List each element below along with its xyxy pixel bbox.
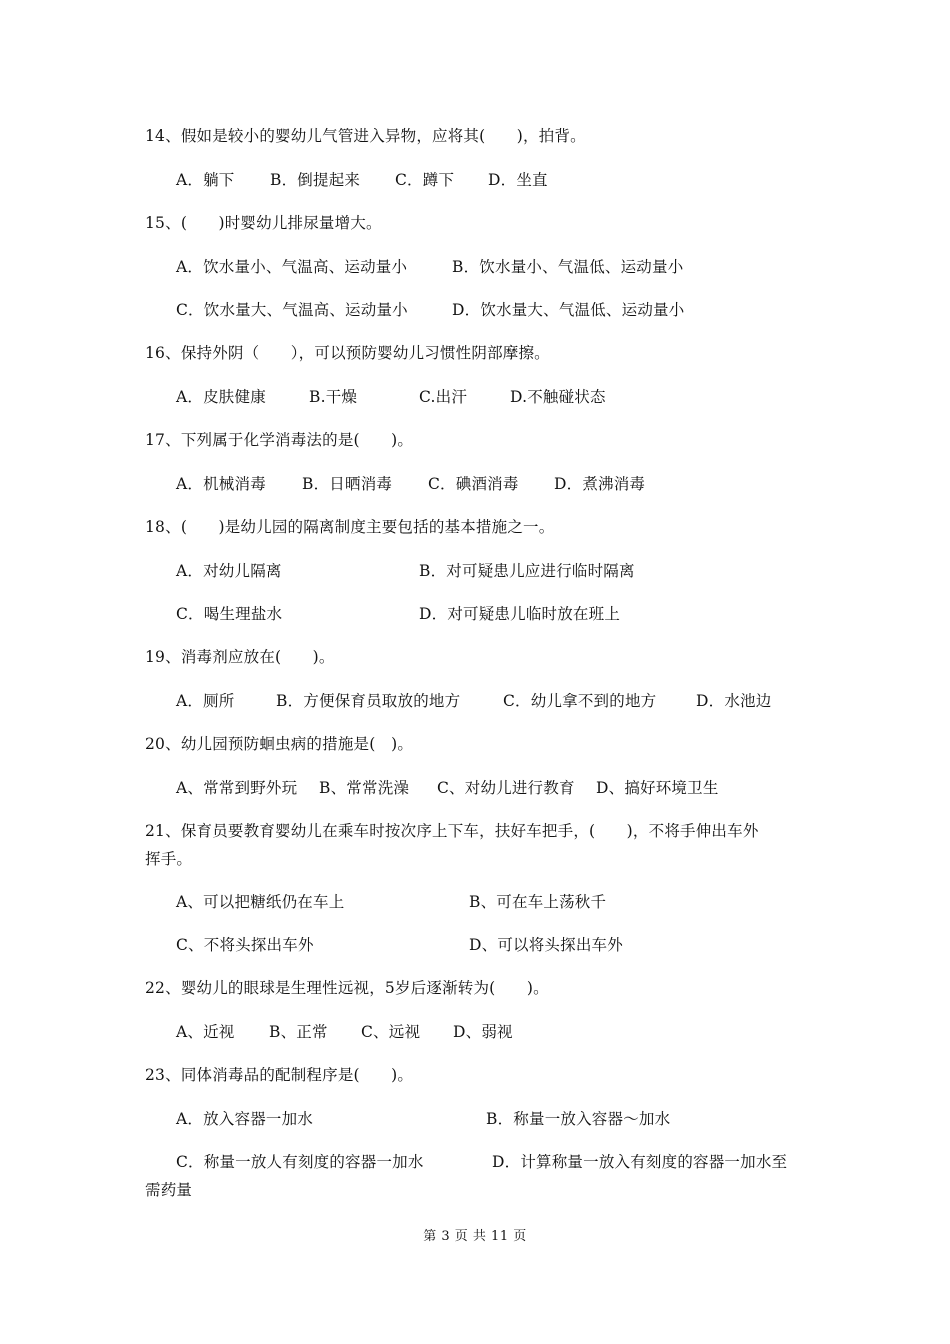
option: A．放入容器一加水 <box>176 1110 313 1128</box>
option: A．皮肤健康 <box>176 388 266 406</box>
option: D、弱视 <box>453 1023 513 1041</box>
question-stem: 19、消毒剂应放在( )。 <box>145 648 335 666</box>
option: A．饮水量小、气温高、运动量小 <box>176 258 408 276</box>
option: B．日晒消毒 <box>302 475 393 493</box>
option: C．饮水量大、气温高、运动量小 <box>176 301 408 319</box>
option: B．称量一放入容器～加水 <box>486 1110 671 1128</box>
question-stem: 21、保育员要教育婴幼儿在乘车时按次序上下车，扶好车把手，( )，不将手伸出车外 <box>145 822 759 840</box>
option: C．碘酒消毒 <box>428 475 519 493</box>
option: A、近视 <box>176 1023 235 1041</box>
option: B、正常 <box>269 1023 328 1041</box>
option: D、可以将头探出车外 <box>469 936 623 954</box>
option: B．倒提起来 <box>270 171 361 189</box>
question-stem: 18、( )是幼儿园的隔离制度主要包括的基本措施之一。 <box>145 518 555 536</box>
option: B．方便保育员取放的地方 <box>276 692 461 710</box>
option: A、常常到野外玩 <box>176 779 298 797</box>
question-stem: 22、婴幼儿的眼球是生理性远视，5岁后逐渐转为( )。 <box>145 979 549 997</box>
option: B、可在车上荡秋千 <box>469 893 607 911</box>
option: B．对可疑患儿应进行临时隔离 <box>419 562 635 580</box>
option: D.不触碰状态 <box>510 388 606 406</box>
question-stem: 17、下列属于化学消毒法的是( )。 <box>145 431 414 449</box>
option: B.干燥 <box>309 388 358 406</box>
option: C．幼儿拿不到的地方 <box>503 692 657 710</box>
question-stem: 23、同体消毒品的配制程序是( )。 <box>145 1066 414 1084</box>
question-stem: 16、保持外阴（ ），可以预防婴幼儿习惯性阴部摩擦。 <box>145 344 550 362</box>
option: C、对幼儿进行教育 <box>437 779 575 797</box>
question-stem: 15、( )时婴幼儿排尿量增大。 <box>145 214 382 232</box>
option: A．对幼儿隔离 <box>176 562 282 580</box>
question-stem: 14、假如是较小的婴幼儿气管进入异物，应将其( )，拍背。 <box>145 127 586 145</box>
option-continued: 需药量 <box>145 1181 193 1199</box>
option: C.出汗 <box>419 388 468 406</box>
option: A．厕所 <box>176 692 235 710</box>
page-number-footer: 第 3 页 共 11 页 <box>423 1229 527 1244</box>
option: A．机械消毒 <box>176 475 266 493</box>
option: D．煮沸消毒 <box>554 475 646 493</box>
option: D、搞好环境卫生 <box>596 779 719 797</box>
option: B．饮水量小、气温低、运动量小 <box>452 258 684 276</box>
option: C、不将头探出车外 <box>176 936 314 954</box>
option: C．蹲下 <box>395 171 455 189</box>
option: A、可以把糖纸仍在车上 <box>176 893 345 911</box>
option: D．水池边 <box>696 692 772 710</box>
option: D．饮水量大、气温低、运动量小 <box>452 301 685 319</box>
option: A．躺下 <box>176 171 235 189</box>
option: B、常常洗澡 <box>319 779 410 797</box>
option: D．计算称量一放入有刻度的容器一加水至 <box>492 1153 788 1171</box>
option: C．喝生理盐水 <box>176 605 283 623</box>
question-stem-continued: 挥手。 <box>145 850 193 868</box>
option: D．坐直 <box>488 171 548 189</box>
question-stem: 20、幼儿园预防蛔虫病的措施是( )。 <box>145 735 414 753</box>
option: C．称量一放人有刻度的容器一加水 <box>176 1153 424 1171</box>
option: C、远视 <box>361 1023 421 1041</box>
option: D．对可疑患儿临时放在班上 <box>419 605 621 623</box>
